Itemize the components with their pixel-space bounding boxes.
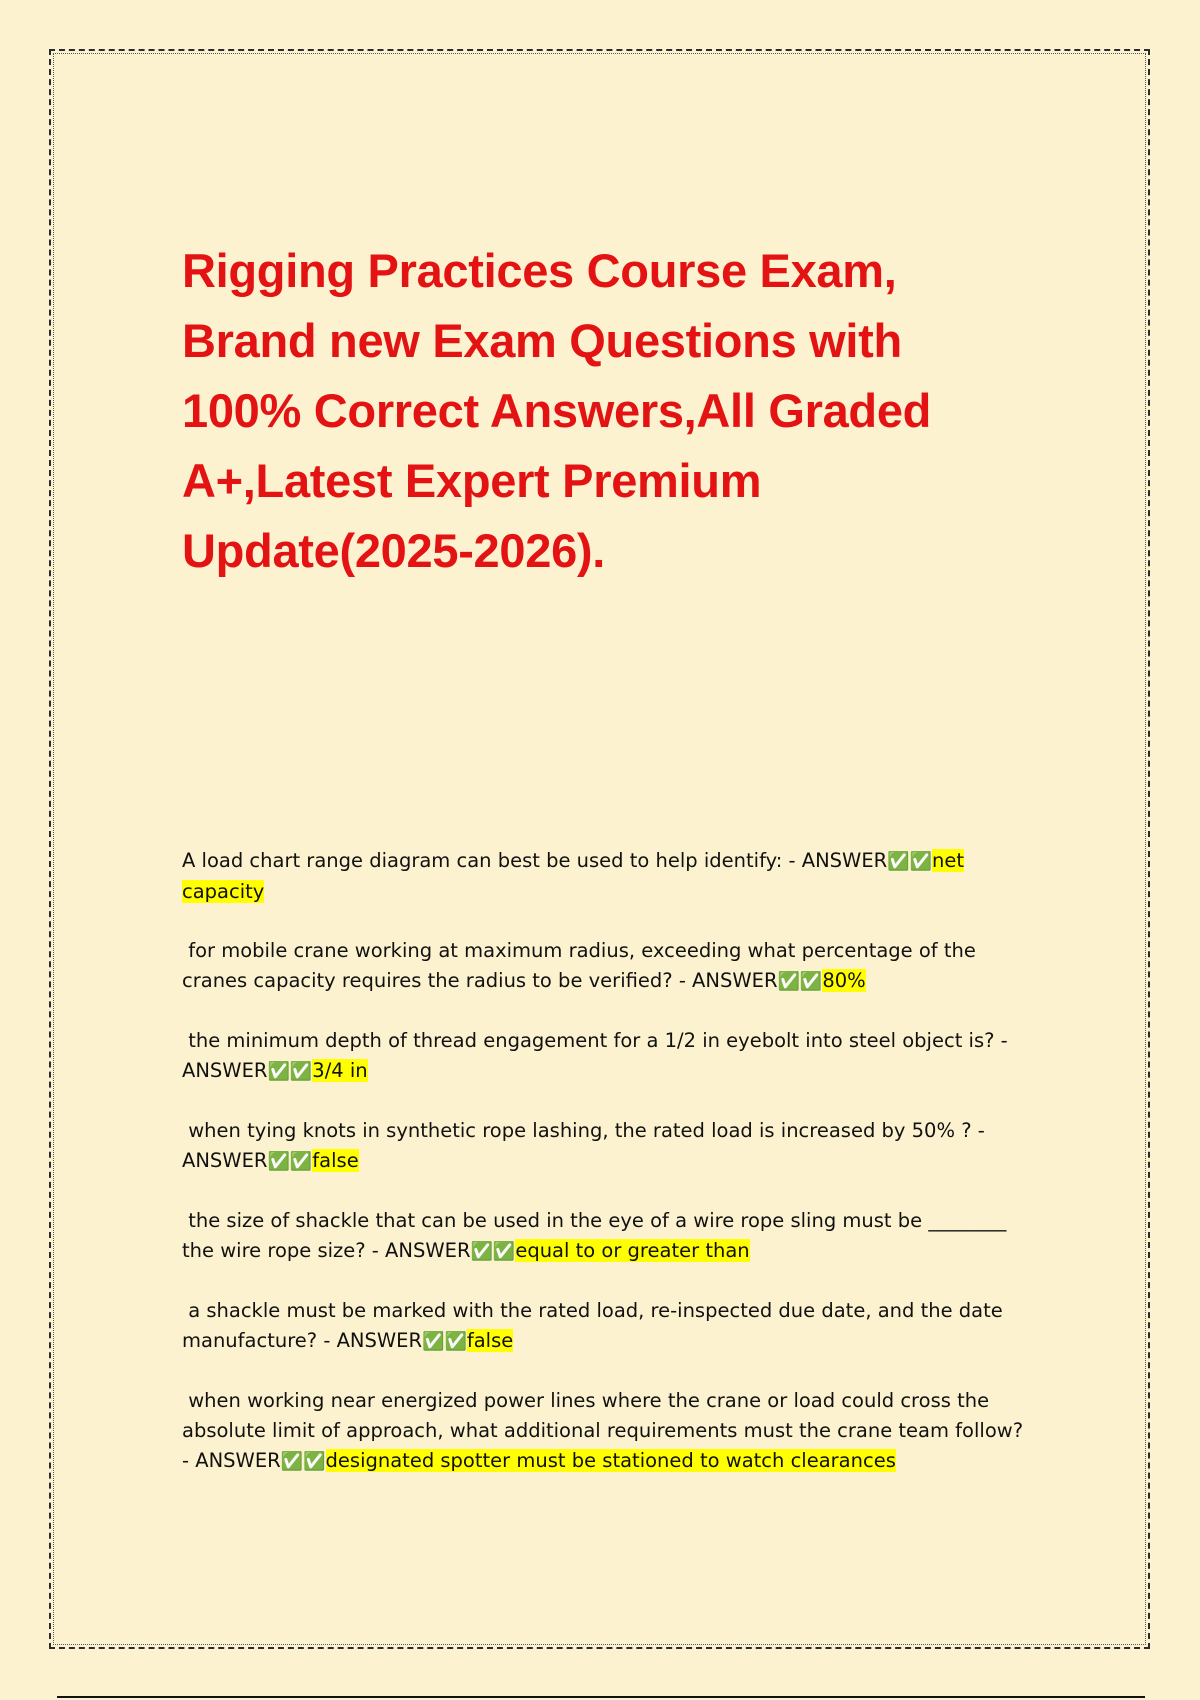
answer-marker: - ANSWER (672, 969, 778, 992)
check-icon: ✅✅ (470, 1241, 516, 1262)
question-text: when tying knots in synthetic rope lashing, the rated load is increased by 50% ? (182, 1119, 972, 1142)
answer-marker: - ANSWER (182, 1449, 281, 1472)
question-text: the size of shackle that can be used in the eye of a wire rope sling must be ________ the wire rope size? (182, 1209, 1013, 1262)
qa-item (182, 1296, 1032, 1357)
answer-marker: - ANSWER (317, 1329, 423, 1352)
answer-highlight: false (466, 1329, 514, 1352)
answer-marker: - ANSWER (182, 1119, 985, 1172)
answer-marker: - ANSWER (365, 1239, 471, 1262)
footer-rule (57, 1696, 1145, 1698)
question-text: the minimum depth of thread engagement for a 1/2 in eyebolt into steel object is? (182, 1029, 995, 1052)
check-icon: ✅✅ (280, 1451, 326, 1472)
qa-list (182, 846, 1032, 1506)
qa-item (182, 1206, 1032, 1267)
question-text: for mobile crane working at maximum radius, exceeding what percentage of the cranes capacity requires the radius to be verified? (182, 939, 983, 992)
answer-highlight: net capacity (182, 849, 965, 903)
qa-item (182, 1026, 1032, 1087)
qa-item (182, 1386, 1032, 1477)
check-icon: ✅✅ (267, 1061, 313, 1082)
question-text: a shackle must be marked with the rated load, re-inspected due date, and the date manufacture? (182, 1299, 1009, 1352)
qa-item (182, 846, 1032, 907)
check-icon: ✅✅ (887, 851, 933, 872)
answer-highlight: designated spotter must be stationed to watch clearances (325, 1449, 896, 1472)
answer-highlight: equal to or greater than (515, 1239, 750, 1262)
answer-highlight: 80% (822, 969, 866, 992)
answer-highlight: 3/4 in (312, 1059, 368, 1082)
answer-highlight: false (312, 1149, 359, 1172)
answer-marker: - ANSWER (782, 849, 888, 872)
question-text: A load chart range diagram can best be used to help identify: (182, 849, 783, 872)
qa-item (182, 1116, 1032, 1177)
qa-item (182, 936, 1032, 997)
answer-marker: - ANSWER (182, 1029, 1008, 1082)
question-text: when working near energized power lines where the crane or load could cross the absolute limit of approach, what additional requirements must the crane team follow? (182, 1389, 1024, 1442)
check-icon: ✅✅ (777, 971, 823, 992)
check-icon: ✅✅ (422, 1331, 467, 1352)
document-title: Rigging Practices Course Exam, Brand new Exam Questions with 100% Correct Answers,All Graded A+,Latest Expert Premium Update(2025-2026). (182, 244, 932, 577)
check-icon: ✅✅ (267, 1151, 313, 1172)
